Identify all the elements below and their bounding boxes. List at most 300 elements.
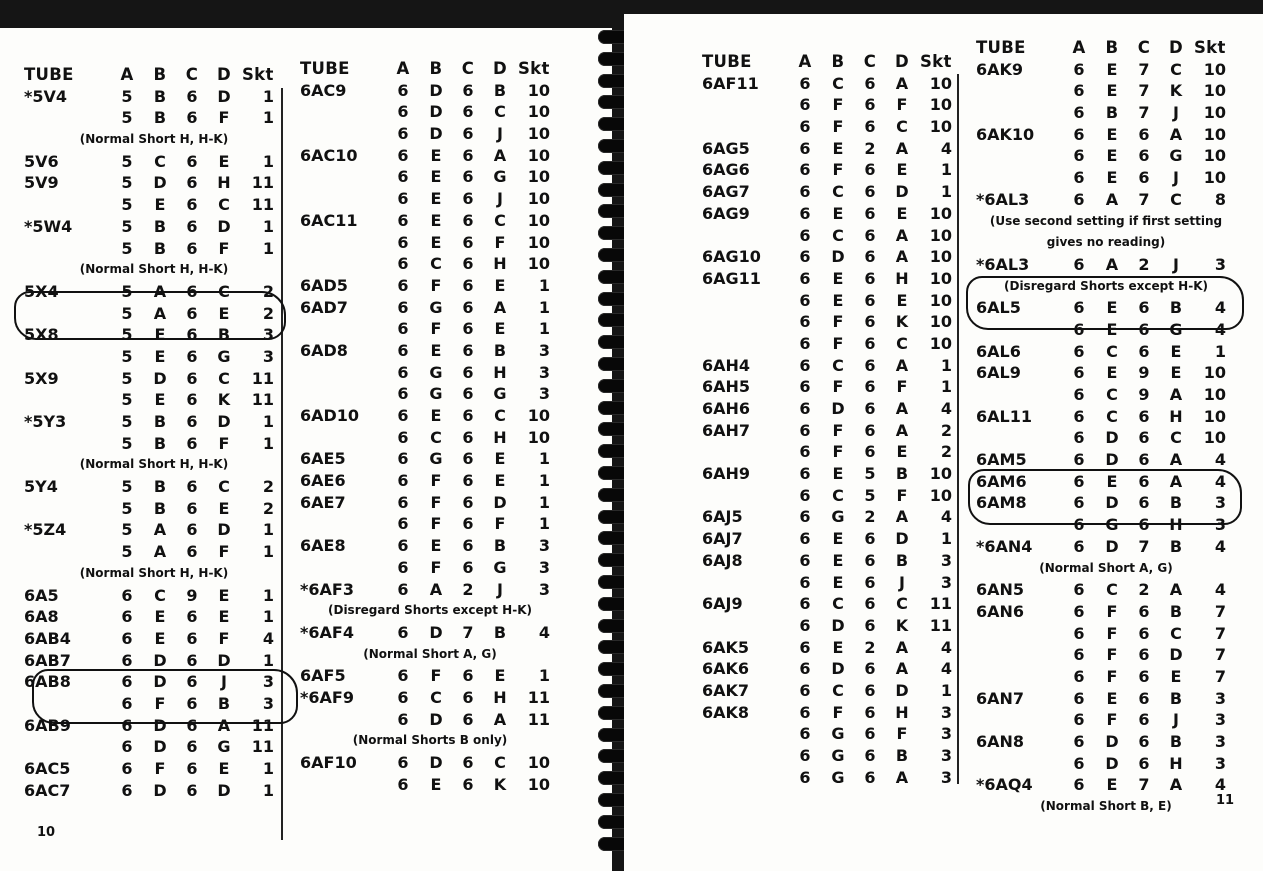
- cell-a: 6: [1073, 298, 1085, 318]
- left-page: [0, 28, 612, 871]
- cell-c: 6: [462, 557, 474, 577]
- tube-cell: 5X9: [24, 368, 59, 388]
- cell-a: 6: [799, 247, 811, 267]
- tube-cell: 6AD10: [300, 406, 360, 425]
- cell-c: 2: [462, 579, 474, 599]
- cell-a: 6: [397, 406, 409, 425]
- cell-c: 6: [186, 173, 198, 193]
- cell-b: C: [832, 182, 844, 202]
- cell-skt: 4: [1214, 471, 1226, 491]
- cell-a: 6: [397, 384, 409, 404]
- cell-a: 6: [397, 275, 409, 295]
- cell-c: 6: [1138, 645, 1150, 665]
- cell-skt: 3: [940, 767, 952, 787]
- cell-d: A: [895, 225, 909, 245]
- header-skt: Skt: [518, 59, 550, 78]
- cell-skt: 1: [262, 433, 274, 453]
- cell-b: F: [832, 312, 844, 332]
- cell-a: 6: [799, 355, 811, 375]
- cell-skt: 1: [940, 355, 952, 375]
- cell-a: 6: [121, 672, 133, 692]
- cell-c: 6: [864, 724, 876, 744]
- cell-c: 6: [864, 680, 876, 700]
- cell-a: 6: [1073, 645, 1085, 665]
- cell-c: 6: [462, 340, 474, 360]
- cell-d: C: [218, 368, 230, 388]
- tube-cell: 6AB4: [24, 628, 71, 648]
- column-divider: [281, 88, 283, 840]
- cell-b: E: [430, 167, 442, 187]
- cell-skt: 7: [1214, 666, 1226, 686]
- cell-a: 6: [799, 138, 811, 158]
- cell-c: 5: [864, 485, 876, 505]
- cell-a: 6: [799, 724, 811, 744]
- cell-a: 6: [799, 268, 811, 288]
- cell-b: C: [430, 687, 442, 707]
- cell-d: G: [217, 346, 231, 366]
- cell-skt: 1: [262, 607, 274, 627]
- cell-c: 2: [1138, 254, 1150, 274]
- cell-c: 6: [864, 333, 876, 353]
- cell-d: G: [217, 737, 231, 757]
- cell-c: 6: [864, 355, 876, 375]
- cell-d: D: [217, 216, 231, 236]
- cell-a: 6: [1073, 580, 1085, 600]
- right-page: [624, 14, 1263, 871]
- cell-c: 6: [1138, 493, 1150, 513]
- cell-a: 6: [1073, 536, 1085, 556]
- cell-a: 6: [1073, 623, 1085, 643]
- cell-d: H: [895, 268, 909, 288]
- cell-d: C: [218, 477, 230, 497]
- cell-c: 6: [186, 650, 198, 670]
- cell-c: 6: [864, 95, 876, 115]
- cell-a: 6: [1073, 319, 1085, 339]
- cell-b: G: [429, 384, 443, 404]
- page-number-right: 11: [1216, 793, 1235, 808]
- tube-cell: *5V4: [24, 86, 68, 106]
- cell-d: C: [494, 406, 506, 425]
- cell-b: D: [831, 247, 845, 267]
- cell-a: 6: [121, 628, 133, 648]
- cell-b: E: [430, 145, 442, 165]
- cell-b: B: [153, 238, 167, 258]
- cell-b: F: [154, 693, 166, 713]
- cell-c: 6: [864, 420, 876, 440]
- cell-b: D: [1105, 493, 1119, 513]
- cell-a: 6: [397, 471, 409, 491]
- cell-b: E: [832, 268, 844, 288]
- cell-d: D: [217, 650, 231, 670]
- cell-a: 6: [799, 290, 811, 310]
- tube-cell: 6AM8: [976, 493, 1027, 513]
- cell-b: D: [153, 368, 167, 388]
- cell-a: 5: [121, 477, 133, 497]
- cell-skt: 11: [527, 709, 550, 729]
- cell-c: 6: [462, 471, 474, 491]
- cell-c: 6: [864, 615, 876, 635]
- tube-cell: 6AF5: [300, 666, 346, 686]
- cell-d: A: [895, 355, 909, 375]
- cell-b: D: [429, 124, 443, 144]
- cell-c: 7: [1138, 103, 1150, 123]
- cell-a: 6: [1073, 168, 1085, 188]
- cell-a: 5: [121, 86, 133, 106]
- cell-d: A: [895, 767, 909, 787]
- cell-a: 6: [1073, 103, 1085, 123]
- cell-c: 6: [462, 124, 474, 144]
- tube-cell: *6AL3: [976, 189, 1030, 209]
- cell-c: 6: [186, 715, 198, 735]
- cell-skt: 4: [940, 399, 952, 418]
- cell-a: 6: [397, 102, 409, 122]
- cell-c: 6: [864, 399, 876, 418]
- cell-b: D: [153, 737, 167, 757]
- cell-skt: 10: [527, 189, 550, 209]
- cell-c: 6: [462, 319, 474, 339]
- cell-b: E: [832, 138, 844, 158]
- cell-skt: 1: [262, 542, 274, 562]
- note-text: gives no reading): [1046, 235, 1166, 250]
- cell-a: 5: [121, 303, 133, 323]
- cell-a: 6: [397, 622, 409, 642]
- cell-b: B: [153, 433, 167, 453]
- cell-d: E: [218, 759, 230, 778]
- header-d: D: [895, 52, 909, 71]
- cell-b: F: [832, 160, 844, 180]
- tube-cell: 6AE6: [300, 471, 346, 491]
- cell-skt: 11: [527, 687, 550, 707]
- header-a: A: [120, 65, 134, 84]
- cell-a: 6: [1073, 81, 1085, 101]
- cell-b: E: [430, 340, 442, 360]
- cell-c: 6: [864, 160, 876, 180]
- cell-skt: 1: [262, 585, 274, 605]
- cell-c: 6: [864, 702, 876, 722]
- cell-skt: 4: [940, 659, 952, 679]
- cell-d: F: [218, 238, 230, 258]
- header-c: C: [185, 65, 199, 84]
- cell-d: A: [1169, 124, 1183, 144]
- cell-b: F: [430, 514, 442, 534]
- cell-d: F: [494, 232, 506, 252]
- note-text: (Disregard Shorts except H-K): [1004, 278, 1208, 293]
- cell-d: G: [1169, 319, 1183, 339]
- tube-cell: *6AF3: [300, 579, 354, 599]
- cell-skt: 3: [262, 672, 274, 692]
- cell-c: 6: [186, 151, 198, 171]
- cell-d: F: [896, 95, 908, 115]
- cell-skt: 10: [527, 210, 550, 230]
- cell-skt: 1: [940, 182, 952, 202]
- cell-d: E: [218, 607, 230, 627]
- cell-c: 6: [462, 774, 474, 794]
- cell-a: 6: [799, 637, 811, 657]
- cell-skt: 2: [262, 477, 274, 497]
- cell-c: 6: [864, 377, 876, 397]
- cell-a: 6: [397, 666, 409, 686]
- tube-cell: 6AG11: [702, 268, 761, 288]
- tube-cell: 6AK8: [702, 702, 750, 722]
- tube-cell: *5W4: [24, 216, 73, 236]
- cell-skt: 1: [538, 666, 550, 686]
- cell-d: C: [1170, 623, 1182, 643]
- cell-d: B: [1169, 536, 1183, 556]
- tube-cell: 6AJ9: [702, 594, 743, 614]
- cell-a: 6: [799, 746, 811, 765]
- cell-b: E: [430, 774, 442, 794]
- header-skt: Skt: [242, 65, 274, 84]
- cell-c: 6: [462, 210, 474, 230]
- cell-a: 6: [121, 737, 133, 757]
- cell-c: 6: [1138, 666, 1150, 686]
- cell-c: 6: [186, 325, 198, 345]
- cell-a: 6: [1073, 753, 1085, 773]
- cell-skt: 3: [262, 693, 274, 713]
- tube-cell: *6AF9: [300, 687, 354, 707]
- cell-c: 6: [864, 268, 876, 288]
- cell-skt: 10: [1203, 385, 1226, 404]
- cell-a: 6: [1073, 775, 1085, 795]
- cell-d: A: [895, 247, 909, 267]
- cell-skt: 4: [940, 637, 952, 657]
- cell-b: F: [430, 492, 442, 512]
- cell-d: B: [895, 746, 909, 765]
- tube-cell: *6AQ4: [976, 775, 1033, 795]
- cell-d: B: [493, 340, 507, 360]
- cell-skt: 10: [929, 268, 952, 288]
- cell-b: B: [153, 477, 167, 497]
- cell-skt: 11: [251, 390, 274, 410]
- cell-a: 6: [121, 650, 133, 670]
- cell-c: 6: [864, 117, 876, 137]
- cell-d: H: [493, 427, 507, 447]
- cell-d: J: [1173, 254, 1179, 274]
- cell-b: D: [429, 80, 443, 100]
- cell-a: 6: [799, 464, 811, 484]
- tube-cell: *6AF4: [300, 622, 354, 642]
- cell-d: E: [218, 498, 230, 518]
- cell-d: B: [493, 80, 507, 100]
- cell-d: D: [895, 182, 909, 202]
- cell-skt: 1: [1214, 341, 1226, 361]
- cell-skt: 3: [538, 384, 550, 404]
- cell-a: 6: [397, 145, 409, 165]
- cell-skt: 7: [1214, 623, 1226, 643]
- cell-d: B: [1169, 493, 1183, 513]
- cell-a: 6: [799, 333, 811, 353]
- tube-cell: 6A5: [24, 585, 59, 605]
- cell-a: 6: [121, 759, 133, 778]
- cell-c: 6: [1138, 732, 1150, 751]
- cell-a: 6: [1073, 471, 1085, 491]
- cell-d: A: [895, 73, 909, 93]
- cell-b: E: [1106, 471, 1118, 491]
- cell-skt: 10: [1203, 81, 1226, 101]
- cell-a: 6: [1073, 515, 1085, 535]
- cell-b: F: [832, 442, 844, 462]
- cell-d: B: [493, 536, 507, 556]
- cell-a: 5: [121, 281, 133, 301]
- cell-b: D: [831, 399, 845, 418]
- cell-b: C: [430, 254, 442, 274]
- cell-b: G: [429, 297, 443, 317]
- header-a: A: [1072, 38, 1086, 57]
- cell-d: J: [221, 672, 227, 692]
- cell-c: 6: [1138, 515, 1150, 535]
- cell-a: 6: [799, 73, 811, 93]
- cell-d: J: [497, 124, 503, 144]
- cell-d: E: [218, 585, 230, 605]
- cell-c: 6: [462, 536, 474, 556]
- cell-a: 6: [1073, 59, 1085, 79]
- cell-d: C: [1170, 59, 1182, 79]
- cell-b: E: [1106, 688, 1118, 708]
- cell-c: 6: [462, 687, 474, 707]
- cell-skt: 1: [940, 377, 952, 397]
- tube-cell: *5Y3: [24, 412, 67, 431]
- cell-b: E: [154, 390, 166, 410]
- tube-cell: 6AM5: [976, 450, 1027, 470]
- cell-a: 6: [1073, 124, 1085, 144]
- cell-b: E: [154, 346, 166, 366]
- header-tube: TUBE: [976, 38, 1026, 57]
- cell-skt: 1: [262, 216, 274, 236]
- cell-c: 6: [864, 746, 876, 765]
- cell-a: 5: [121, 412, 133, 431]
- cell-c: 6: [1138, 319, 1150, 339]
- cell-skt: 10: [929, 290, 952, 310]
- cell-a: 6: [121, 715, 133, 735]
- cell-b: G: [831, 767, 845, 787]
- cell-d: K: [1169, 81, 1183, 101]
- cell-b: E: [154, 607, 166, 627]
- cell-skt: 10: [527, 80, 550, 100]
- cell-c: 6: [1138, 428, 1150, 448]
- cell-d: D: [217, 780, 231, 800]
- tube-cell: 6AC5: [24, 759, 71, 778]
- cell-b: G: [1105, 515, 1119, 535]
- cell-c: 6: [462, 406, 474, 425]
- cell-skt: 7: [1214, 645, 1226, 665]
- cell-d: J: [1173, 710, 1179, 730]
- cell-b: F: [154, 759, 166, 778]
- cell-a: 6: [799, 182, 811, 202]
- cell-b: C: [832, 485, 844, 505]
- cell-a: 6: [1073, 688, 1085, 708]
- cell-b: D: [831, 615, 845, 635]
- cell-b: F: [430, 666, 442, 686]
- cell-b: E: [832, 203, 844, 223]
- cell-d: H: [895, 702, 909, 722]
- cell-skt: 4: [1214, 580, 1226, 600]
- cell-skt: 1: [538, 492, 550, 512]
- cell-b: B: [153, 86, 167, 106]
- cell-c: 6: [462, 753, 474, 772]
- tube-cell: 6AE5: [300, 449, 346, 469]
- cell-b: C: [832, 680, 844, 700]
- cell-b: F: [430, 275, 442, 295]
- cell-c: 6: [462, 709, 474, 729]
- pen-circle-6ab8: [32, 669, 298, 724]
- cell-skt: 3: [538, 579, 550, 599]
- cell-b: A: [153, 520, 167, 540]
- cell-d: K: [895, 615, 909, 635]
- cell-b: F: [1106, 623, 1118, 643]
- cell-d: H: [1169, 515, 1183, 535]
- cell-d: J: [1173, 168, 1179, 188]
- header-d: D: [493, 59, 507, 78]
- cell-b: A: [153, 281, 167, 301]
- note-text: (Normal Short A, G): [1039, 560, 1173, 575]
- cell-d: A: [1169, 471, 1183, 491]
- cell-b: C: [832, 355, 844, 375]
- cell-a: 6: [121, 585, 133, 605]
- cell-a: 5: [121, 498, 133, 518]
- cell-b: C: [154, 585, 166, 605]
- cell-b: E: [1106, 775, 1118, 795]
- cell-c: 6: [1138, 298, 1150, 318]
- cell-a: 6: [799, 572, 811, 592]
- cell-b: E: [832, 637, 844, 657]
- cell-a: 6: [121, 607, 133, 627]
- cell-d: A: [895, 420, 909, 440]
- tube-cell: 6AK10: [976, 124, 1035, 144]
- cell-c: 6: [864, 312, 876, 332]
- cell-skt: 3: [1214, 254, 1226, 274]
- cell-a: 6: [799, 160, 811, 180]
- cell-d: G: [1169, 146, 1183, 166]
- cell-a: 6: [799, 312, 811, 332]
- header-tube: TUBE: [300, 59, 350, 78]
- header-skt: Skt: [920, 52, 952, 71]
- cell-a: 6: [397, 167, 409, 187]
- cell-d: H: [1169, 406, 1183, 426]
- cell-skt: 4: [1214, 450, 1226, 470]
- tube-cell: 6AC10: [300, 145, 358, 165]
- cell-c: 6: [462, 189, 474, 209]
- header-skt: Skt: [1194, 38, 1226, 57]
- cell-skt: 3: [538, 557, 550, 577]
- cell-b: B: [153, 498, 167, 518]
- cell-a: 5: [121, 390, 133, 410]
- cell-skt: 7: [1214, 601, 1226, 621]
- cell-b: E: [1106, 146, 1118, 166]
- cell-d: D: [217, 520, 231, 540]
- cell-c: 6: [864, 659, 876, 679]
- cell-b: E: [154, 628, 166, 648]
- cell-d: A: [493, 145, 507, 165]
- note-text: (Normal Short H, H-K): [79, 132, 229, 147]
- cell-c: 6: [864, 767, 876, 787]
- cell-d: A: [493, 297, 507, 317]
- cell-a: 5: [121, 325, 133, 345]
- tube-cell: *6AN4: [976, 536, 1033, 556]
- cell-b: E: [430, 189, 442, 209]
- tube-cell: 6AN6: [976, 601, 1025, 621]
- cell-c: 6: [1138, 601, 1150, 621]
- cell-skt: 3: [940, 702, 952, 722]
- cell-c: 5: [864, 464, 876, 484]
- cell-c: 6: [186, 390, 198, 410]
- cell-skt: 10: [1203, 406, 1226, 426]
- cell-a: 6: [1073, 493, 1085, 513]
- cell-skt: 10: [1203, 146, 1226, 166]
- cell-skt: 10: [527, 427, 550, 447]
- cell-d: E: [896, 290, 908, 310]
- cell-d: D: [895, 529, 909, 549]
- cell-d: D: [217, 86, 231, 106]
